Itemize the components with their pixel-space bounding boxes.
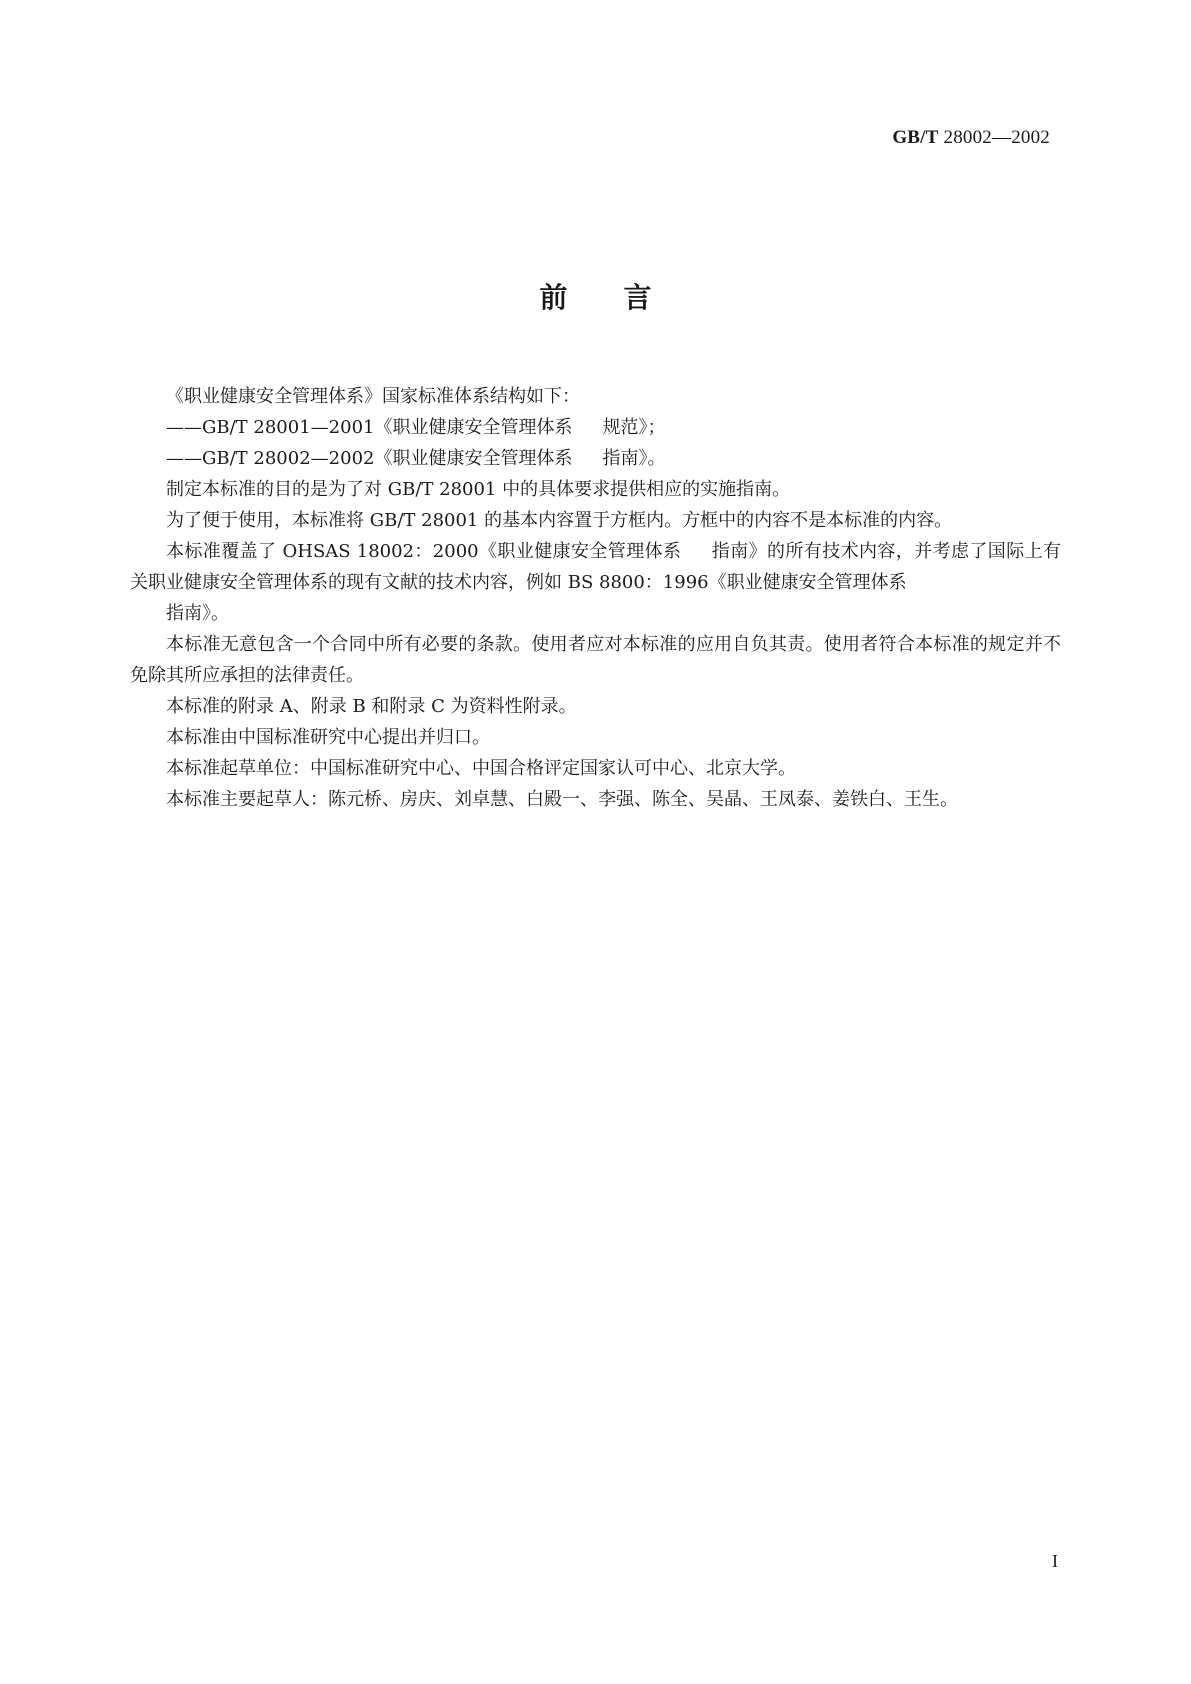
structure-intro: 《职业健康安全管理体系》国家标准体系结构如下：	[166, 386, 580, 407]
structure-item-2-prefix: ——GB/T 28002—2002《职业健康安全管理体系	[166, 448, 573, 469]
coverage-text-a: 本标准覆盖了 OHSAS 18002：2000《职业健康安全管理体系	[166, 541, 682, 562]
foreword-body	[130, 381, 1061, 815]
page-title	[0, 276, 1191, 316]
disclaimer-paragraph: 本标准无意包含一个合同中所有必要的条款。使用者应对本标准的应用自负其责。使用者符合本标准的规定并不免除其所应承担的法律责任。	[130, 634, 1061, 686]
coverage-paragraph	[130, 536, 1061, 598]
page-title-char-2: 言	[623, 281, 652, 314]
drafters-paragraph: 本标准主要起草人：陈元桥、房庆、刘卓慧、白殿一、李强、陈全、吴晶、王凤泰、姜铁白、王生。	[166, 789, 958, 810]
annexes-paragraph: 本标准的附录 A、附录 B 和附录 C 为资料性附录。	[166, 696, 577, 717]
page-title-char-1: 前	[539, 281, 568, 314]
structure-item-1-suffix: 规范》；	[602, 417, 666, 438]
page-number: I	[1052, 1551, 1058, 1571]
proposer-paragraph: 本标准由中国标准研究中心提出并归口。	[166, 727, 490, 748]
structure-item-2	[130, 443, 1061, 474]
purpose-paragraph: 制定本标准的目的是为了对 GB/T 28001 中的具体要求提供相应的实施指南。	[166, 479, 791, 500]
standard-number: 28002—2002	[943, 127, 1050, 148]
standard-number-header	[892, 127, 1050, 149]
structure-item-1-prefix: ——GB/T 28001—2001《职业健康安全管理体系	[166, 417, 573, 438]
structure-item-2-suffix: 指南》。	[602, 448, 666, 469]
convenience-paragraph: 为了便于使用，本标准将 GB/T 28001 的基本内容置于方框内。方框中的内容不是本标准的内容。	[166, 510, 953, 531]
coverage-text-b: 指南》的所有技术内容，并考虑了国际上有关职业健康安全管理体系的现有文献的技术内容，例如 BS 8800：1996《职业健康安全管理体系	[130, 541, 1061, 593]
drafting-units-paragraph: 本标准起草单位：中国标准研究中心、中国合格评定国家认可中心、北京大学。	[166, 758, 796, 779]
standard-prefix: GB/T	[892, 127, 939, 148]
structure-item-1	[130, 412, 1061, 443]
coverage-paragraph-end: 指南》。	[166, 603, 229, 624]
